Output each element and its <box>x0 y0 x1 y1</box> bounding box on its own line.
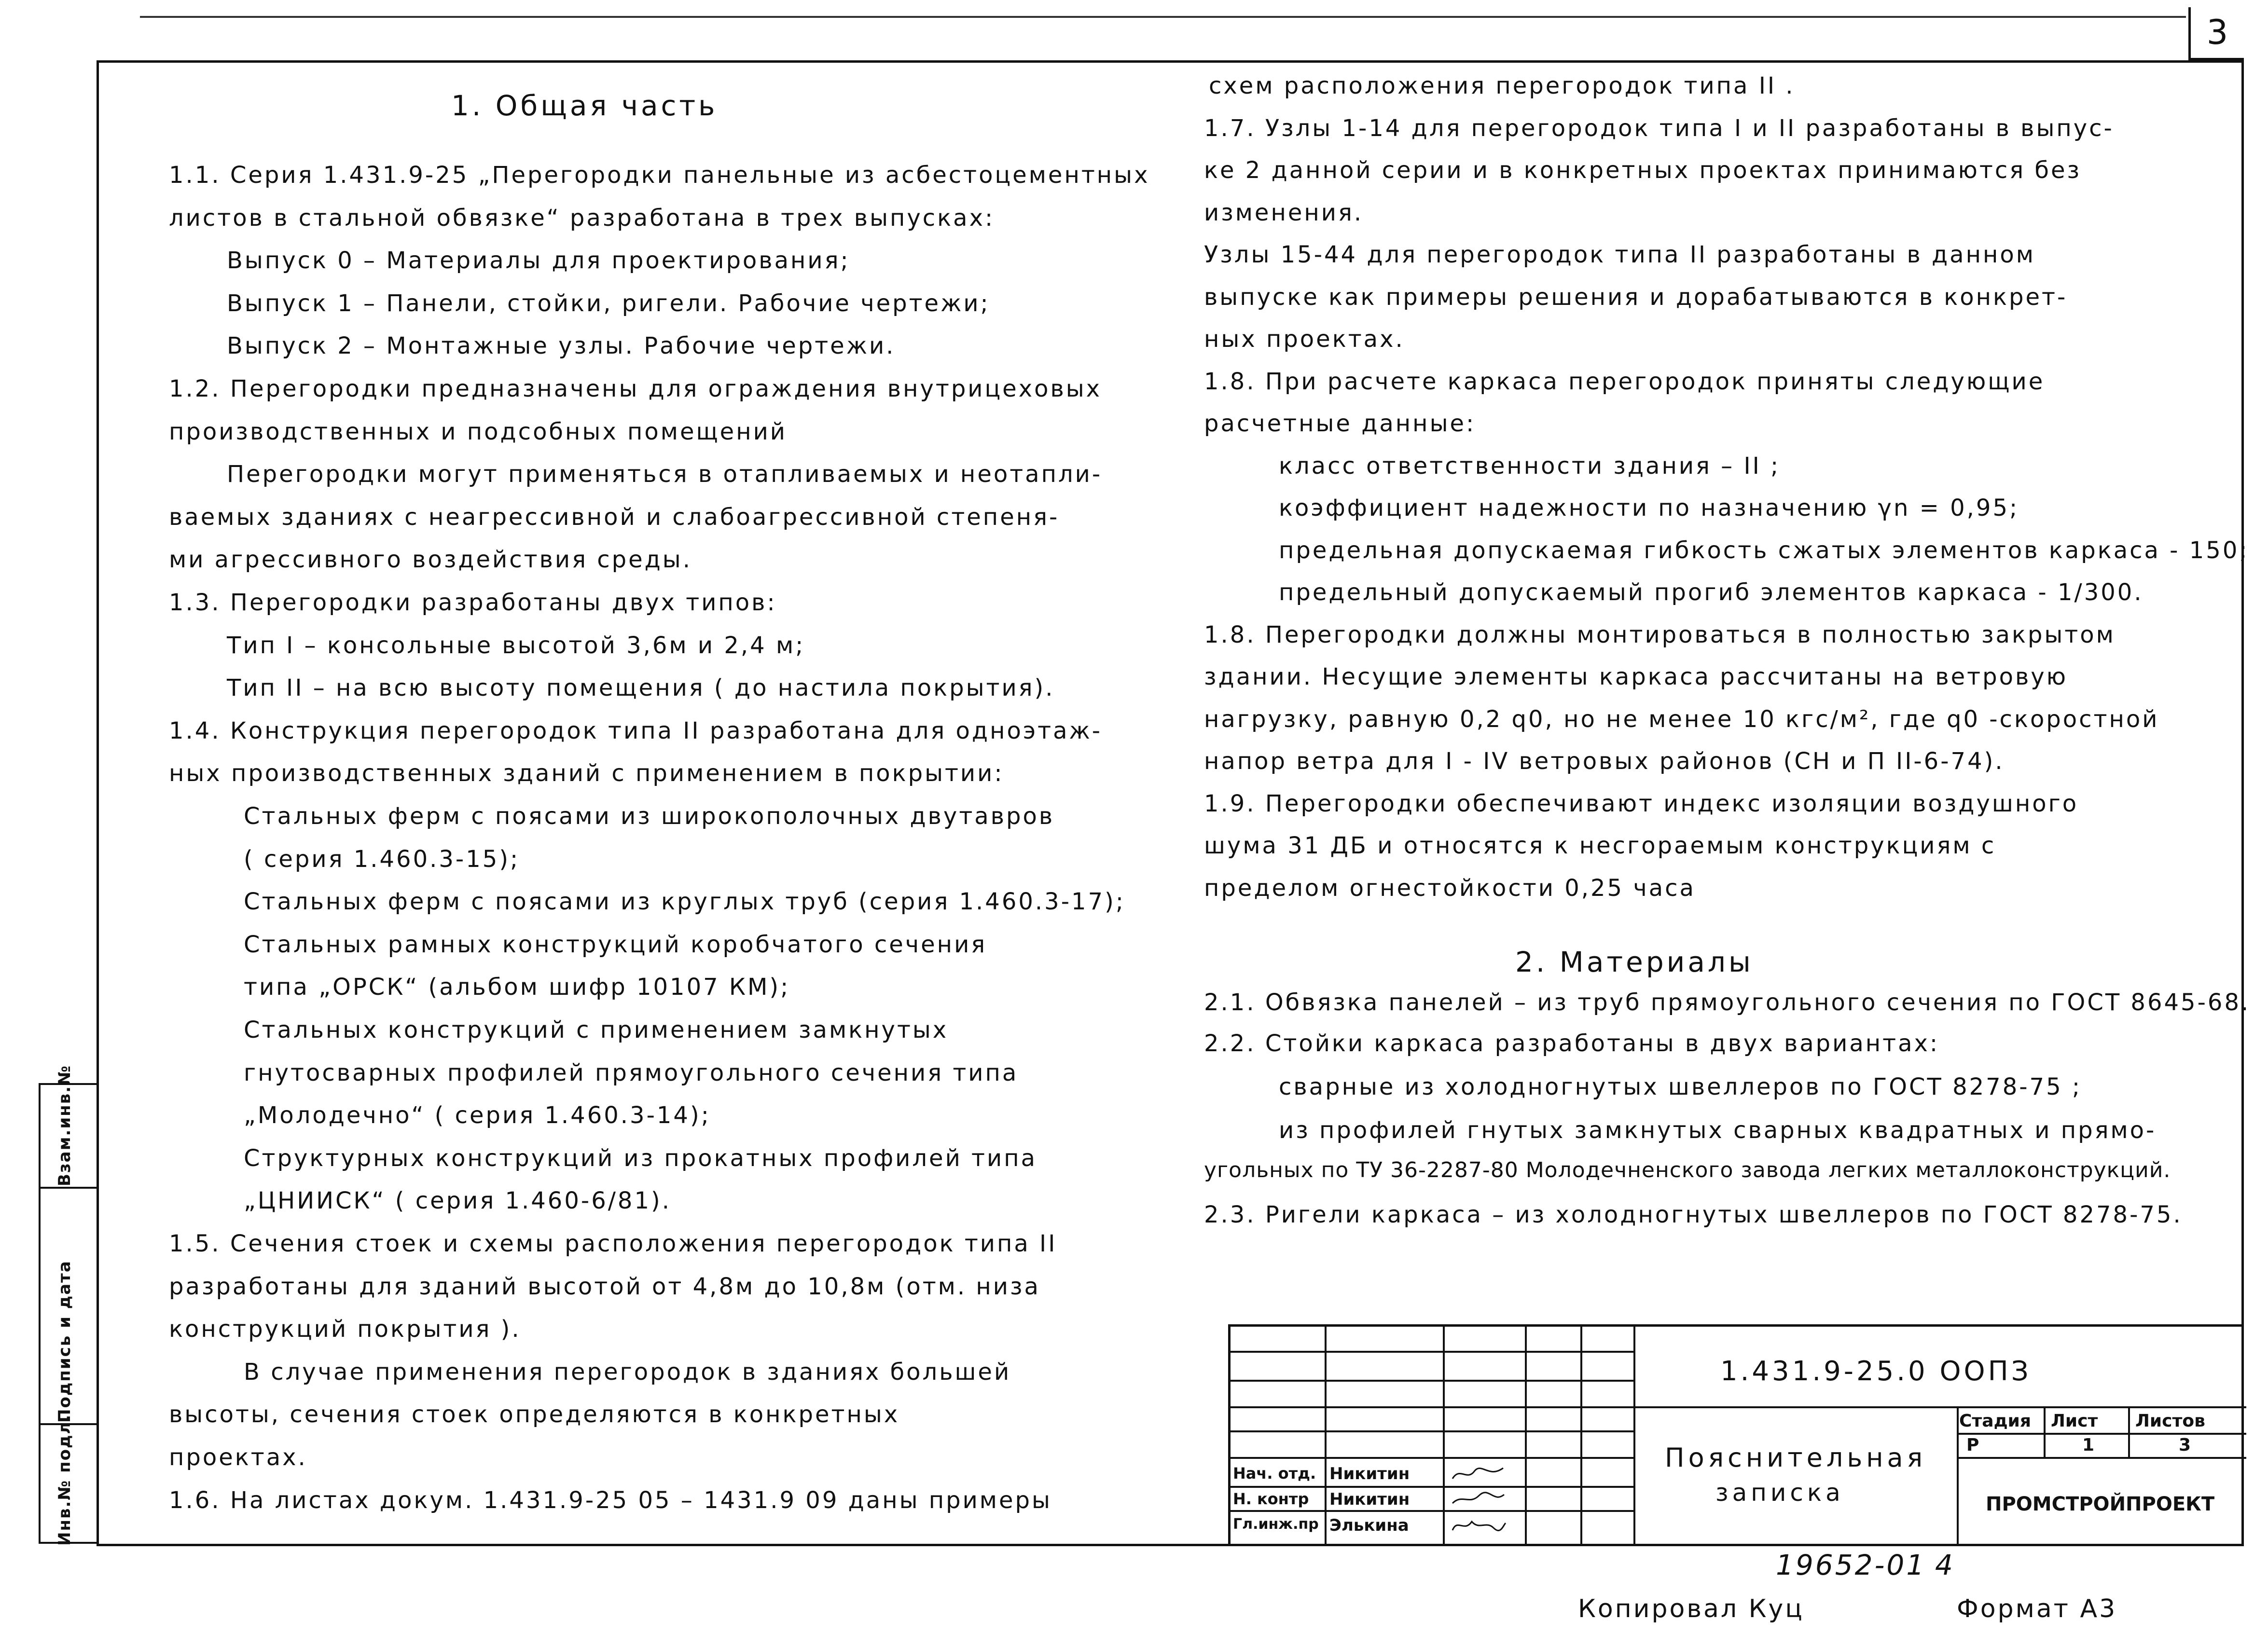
text-line: типа „ОРСК“ (альбом шифр 10107 КМ); <box>244 974 790 1001</box>
signature-3 <box>1450 1516 1508 1535</box>
section-1-heading: 1. Общая часть <box>451 89 718 122</box>
name-3: Элькина <box>1329 1516 1409 1535</box>
text-line: 1.8. Перегородки должны монтироваться в полностью закрытом <box>1204 621 2116 648</box>
text-line: расчетные данные: <box>1204 410 1476 437</box>
text-line: 1.4. Конструкция перегородок типа II разработана для одноэтаж- <box>169 717 1103 744</box>
text-line: производственных и подсобных помещений <box>169 418 787 445</box>
text-line: шума 31 ДБ и относятся к несгораемым конструкциям с <box>1204 832 1996 859</box>
text-line: из профилей гнутых замкнутых сварных квадратных и прямо- <box>1279 1117 2157 1144</box>
text-line: листов в стальной обвязке“ разработана в трех выпусках: <box>169 204 995 232</box>
sidebar-label-sign: Подпись и дата <box>55 1260 74 1423</box>
organization: ПРОМСТРОЙПРОЕКТ <box>1986 1493 2215 1515</box>
text-line: Выпуск 0 – Материалы для проектирования; <box>227 247 850 275</box>
title-block <box>1228 1324 2244 1546</box>
text-line: коэффициент надежности по назначению γn = 0,95; <box>1279 494 2019 522</box>
top-rule <box>140 16 2186 18</box>
role-1: Нач. отд. <box>1233 1464 1316 1483</box>
text-line: изменения. <box>1204 199 1364 226</box>
text-line: 1.8. При расчете каркаса перегородок приняты следующие <box>1204 368 2045 395</box>
text-line: Выпуск 1 – Панели, стойки, ригели. Рабочие чертежи; <box>227 289 990 317</box>
section-2-heading: 2. Материалы <box>1515 946 1754 978</box>
text-line: 2.1. Обвязка панелей – из труб прямоугольного сечения по ГОСТ 8645-68. <box>1204 989 2251 1016</box>
text-line: разработаны для зданий высотой от 4,8м до 10,8м (отм. низа <box>169 1273 1040 1300</box>
archive-page: 4 <box>1935 1549 1955 1581</box>
text-line: высоты, сечения стоек определяются в конкретных <box>169 1401 900 1428</box>
text-line: ми агрессивного воздействия среды. <box>169 546 692 574</box>
sidebar-label-inv: Инв.№ подл. <box>55 1414 74 1546</box>
text-line: схем расположения перегородок типа II . <box>1209 72 1795 99</box>
sheets-label: Листов <box>2135 1411 2205 1431</box>
sheet-value: 1 <box>2082 1435 2095 1455</box>
text-line: „Молодечно“ ( серия 1.460.3-14); <box>244 1102 711 1129</box>
sidebar-label-replaced: Взам.инв.№ <box>55 1065 74 1186</box>
text-line: Стальных конструкций с применением замкнутых <box>244 1016 949 1044</box>
text-line: ных производственных зданий с применением в покрытии: <box>169 760 1004 787</box>
text-line: Стальных ферм с поясами из широкополочных двутавров <box>244 803 1055 830</box>
text-line: 1.1. Серия 1.431.9-25 „Перегородки панельные из асбестоцементных <box>169 162 1150 189</box>
text-line: Тип I – консольные высотой 3,6м и 2,4 м; <box>227 632 805 659</box>
role-3: Гл.инж.пр <box>1233 1516 1319 1533</box>
sidebar-stamp <box>39 1065 99 1546</box>
text-line: ных проектах. <box>1204 326 1405 353</box>
name-2: Никитин <box>1329 1490 1410 1509</box>
text-line: предельный допускаемый прогиб элементов каркаса - 1/300. <box>1279 579 2144 606</box>
text-line: 1.7. Узлы 1-14 для перегородок типа I и II разработаны в выпус- <box>1204 114 2114 142</box>
text-line: „ЦНИИСК“ ( серия 1.460-6/81). <box>244 1187 671 1215</box>
copied-by: Копировал Куц <box>1578 1594 1804 1623</box>
signature-1 <box>1450 1464 1508 1483</box>
text-line: 2.3. Ригели каркаса – из холодногнутых швеллеров по ГОСТ 8278-75. <box>1204 1201 2183 1228</box>
text-line: класс ответственности здания – II ; <box>1279 452 1781 480</box>
text-line: 1.6. На листах докум. 1.431.9-25 05 – 1431.9 09 даны примеры <box>169 1486 1052 1514</box>
text-line: проектах. <box>169 1444 307 1471</box>
text-line: 2.2. Стойки каркаса разработаны в двух вариантах: <box>1204 1030 1940 1057</box>
sheet-label: Лист <box>2051 1411 2098 1431</box>
text-line: здании. Несущие элементы каркаса рассчитаны на ветровую <box>1204 663 2068 690</box>
doc-code: 1.431.9-25.0 ООПЗ <box>1720 1356 2032 1387</box>
signature-2 <box>1450 1490 1508 1509</box>
text-line: Структурных конструкций из прокатных профилей типа <box>244 1144 1037 1172</box>
text-line: нагрузку, равную 0,2 q0, но не менее 10 кгс/м², где q0 -скоростной <box>1204 705 2159 733</box>
format-label: Формат А3 <box>1957 1594 2117 1623</box>
text-line: Выпуск 2 – Монтажные узлы. Рабочие чертежи. <box>227 332 896 360</box>
text-line: предельная допускаемая гибкость сжатых элементов каркаса - 150; <box>1279 536 2249 564</box>
text-line: Стальных рамных конструкций коробчатого сечения <box>244 931 987 958</box>
text-line: 1.2. Перегородки предназначены для ограждения внутрицеховых <box>169 375 1102 402</box>
text-line: Тип II – на всю высоту помещения ( до настила покрытия). <box>227 674 1055 702</box>
text-line: 1.5. Сечения стоек и схемы расположения перегородок типа II <box>169 1230 1057 1257</box>
text-line: В случае применения перегородок в зданиях большей <box>244 1358 1011 1386</box>
doc-title-line-2: записка <box>1715 1479 1844 1507</box>
text-line: Перегородки могут применяться в отапливаемых и неотапли- <box>227 461 1103 488</box>
text-line: ( серия 1.460.3-15); <box>244 845 520 873</box>
text-line: ке 2 данной серии и в конкретных проектах принимаются без <box>1204 157 2082 184</box>
archive-number: 19652-01 <box>1776 1549 1926 1581</box>
name-1: Никитин <box>1329 1464 1410 1483</box>
text-line: пределом огнестойкости 0,25 часа <box>1204 874 1696 902</box>
text-line: угольных по ТУ 36-2287-80 Молодечненского завода легких металлоконструкций. <box>1204 1158 2171 1182</box>
page-number: 3 <box>2188 7 2244 60</box>
role-2: Н. контр <box>1233 1490 1309 1508</box>
text-line: ваемых зданиях с неагрессивной и слабоагрессивной степеня- <box>169 503 1060 531</box>
text-line: выпуске как примеры решения и дорабатываются в конкрет- <box>1204 283 2068 311</box>
text-line: Стальных ферм с поясами из круглых труб (серия 1.460.3-17); <box>244 888 1126 916</box>
text-line: сварные из холодногнутых швеллеров по ГОСТ 8278-75 ; <box>1279 1073 2082 1100</box>
text-line: напор ветра для I - IV ветровых районов (СН и П II-6-74). <box>1204 748 2005 775</box>
doc-title-line-1: Пояснительная <box>1665 1442 1927 1473</box>
sheets-value: 3 <box>2179 1435 2191 1455</box>
text-line: гнутосварных профилей прямоугольного сечения типа <box>244 1059 1019 1086</box>
text-line: Узлы 15-44 для перегородок типа II разработаны в данном <box>1204 241 2035 268</box>
text-line: 1.9. Перегородки обеспечивают индекс изоляции воздушного <box>1204 790 2079 817</box>
text-line: 1.3. Перегородки разработаны двух типов: <box>169 589 777 616</box>
text-line: конструкций покрытия ). <box>169 1316 521 1343</box>
stage-label: Стадия <box>1959 1411 2031 1431</box>
stage-value: Р <box>1966 1435 1979 1455</box>
